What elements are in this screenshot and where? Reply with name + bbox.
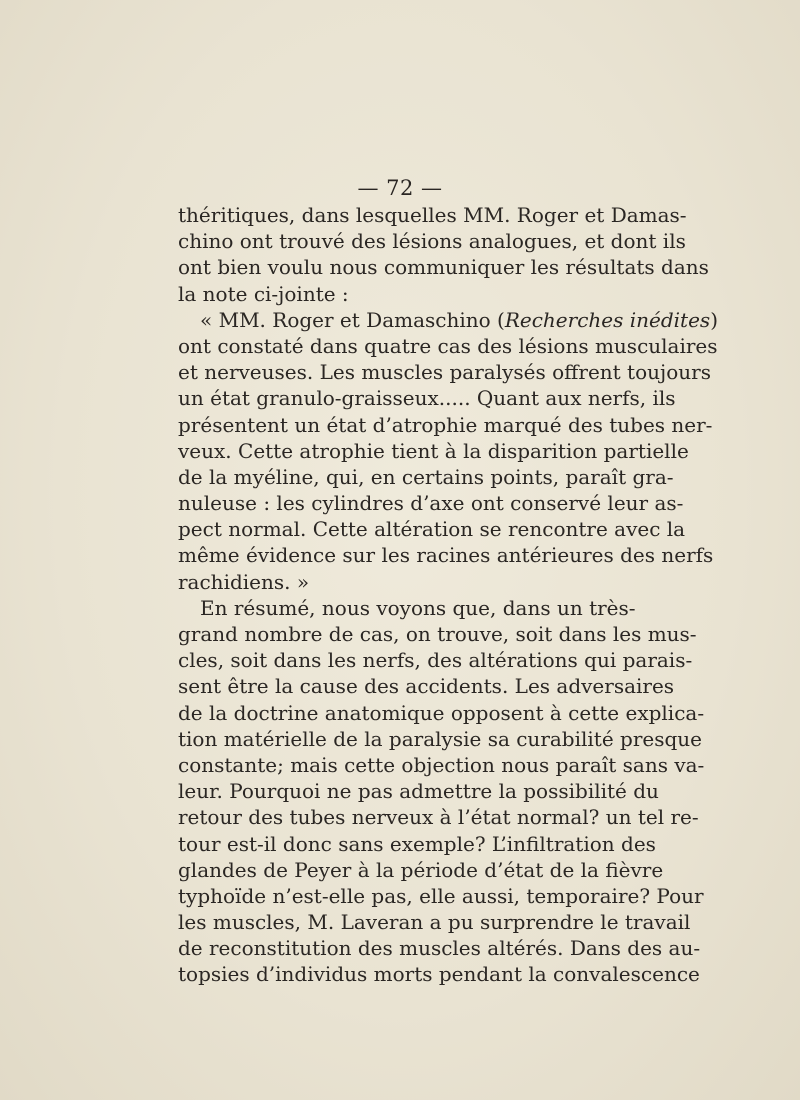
text-line: ont bien voulu nous communiquer les résultats dans <box>178 255 709 280</box>
text-line: de la myéline, qui, en certains points, paraît gra- <box>178 464 674 489</box>
text-line: veux. Cette atrophie tient à la disparition partielle <box>178 438 689 463</box>
text-line: et nerveuses. Les muscles paralysés offrent toujours <box>178 360 711 385</box>
text-line: sent être la cause des accidents. Les adversaires <box>178 674 675 699</box>
text-line: cles, soit dans les nerfs, des altérations qui parais- <box>178 648 693 673</box>
text-line: ont constaté dans quatre cas des lésions musculaires <box>178 333 718 358</box>
text-line: glandes de Peyer à la période d’état de la fièvre <box>178 857 664 882</box>
text-line: chino ont trouvé des lésions analogues, et dont ils <box>178 229 686 254</box>
text-line: En résumé, nous voyons que, dans un très- <box>200 595 636 620</box>
text-line: constante; mais cette objection nous paraît sans va- <box>178 752 705 777</box>
text-line: théritiques, dans lesquelles MM. Roger et Damas- <box>178 203 687 227</box>
text-line: leur. Pourquoi ne pas admettre la possibilité du <box>178 779 659 804</box>
text-line: de la doctrine anatomique opposent à cette explica- <box>178 700 705 725</box>
text-line: présentent un état d’atrophie marqué des tubes ner- <box>178 412 713 437</box>
text-segment: ) <box>710 307 719 332</box>
body-text <box>178 202 719 988</box>
text-line: typhoïde n’est-elle pas, elle aussi, temporaire? Pour <box>178 883 704 908</box>
text-line: tion matérielle de la paralysie sa curabilité presque <box>178 726 703 751</box>
text-segment: « MM. Roger et Damaschino ( <box>200 307 505 332</box>
italic-title: Recherches inédites <box>504 307 711 332</box>
text-line: tour est-il donc sans exemple? L’infiltration des <box>178 831 656 856</box>
page-number: — 72 — <box>357 176 443 200</box>
text-line: de reconstitution des muscles altérés. Dans des au- <box>178 936 701 961</box>
text-line: les muscles, M. Laveran a pu surprendre le travail <box>178 910 691 935</box>
text-line: un état granulo-graisseux..... Quant aux nerfs, ils <box>178 386 676 411</box>
text-line: rachidiens. » <box>178 569 310 594</box>
text-line: topsies d’individus morts pendant la convalescence <box>178 962 700 987</box>
text-line: même évidence sur les racines antérieures des nerfs <box>178 543 714 568</box>
text-line: grand nombre de cas, on trouve, soit dans les mus- <box>178 622 697 646</box>
text-line <box>178 307 719 333</box>
text-line: nuleuse : les cylindres d’axe ont conservé leur as- <box>178 491 684 516</box>
text-line: pect normal. Cette altération se rencontre avec la <box>178 517 686 542</box>
text-line: la note ci-jointe : <box>178 281 349 306</box>
text-line: retour des tubes nerveux à l’état normal? un tel re- <box>178 805 699 830</box>
